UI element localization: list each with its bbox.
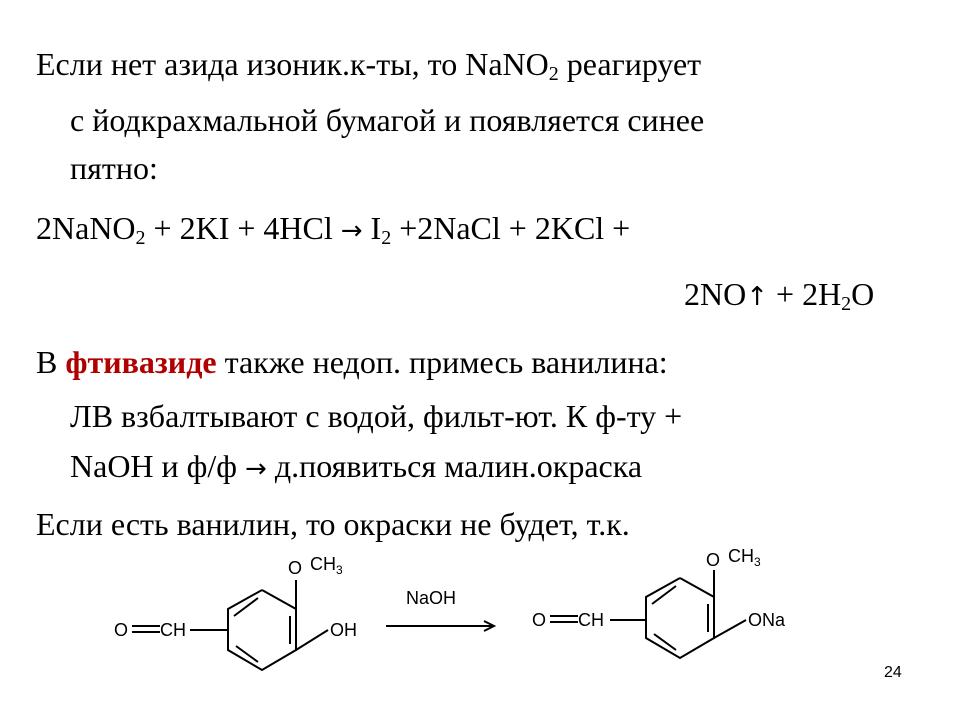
eq-sub-2: 2 [381,227,392,249]
p2-text-a: В [36,344,66,380]
oh-label: OH [330,620,357,640]
text-line-4 [36,342,668,382]
p2-text-b: также недоп. примесь ванилина: [216,344,668,380]
ring-double-bond-2 [234,598,258,616]
methoxy-o-label-right: O [706,550,721,570]
gas-arrow-icon: ↑ [746,282,769,312]
text-line-7: Если есть ванилин, то окраски не будет, т.к. [36,506,630,542]
benzene-ring-right [646,578,714,658]
bond-oh-ring [296,630,328,650]
eq-part-1: 2NaNO [36,210,136,246]
ring-double-bond-5 [652,586,676,604]
equation-line-2 [684,274,874,317]
eq-part-4: +2NaCl + 2KCl + [391,210,631,246]
page-number: 24 [884,664,902,681]
text-line-3: пятно: [70,150,158,186]
aldehyde-o-label: O [114,620,129,640]
reaction-arrow-icon: → [340,216,363,246]
eq-sub-3: 2 [841,293,852,315]
eq-part-3: I [362,210,382,246]
ring-double-bond-3 [236,646,258,662]
ch3-label-right: $CH_3$ [728,546,761,569]
arrow-icon: → [245,454,267,484]
reaction-arrow [386,588,494,631]
text-line-6 [70,446,642,489]
aldehyde-o-label-right: O [532,610,547,630]
p1-text-b: реагирует [558,46,702,82]
eq-part-6: + 2H [768,276,842,312]
ch-label: CH [160,620,186,640]
benzene-ring-left [228,590,296,670]
eq-part-7: O [851,276,875,312]
ona-label: ONa [748,610,786,630]
vanillin-structure [114,554,357,670]
ring-double-bond-6 [654,634,676,650]
text-line-5: ЛВ взбалтывают с водой, фильт-ют. К ф-ту + [70,398,683,434]
text-line-2: с йодкрахмальной бумагой и появляется синее [70,102,705,138]
vanillin-reaction-diagram [0,540,960,720]
reagent-label: NaOH [406,588,457,608]
p1-sub: 2 [548,63,559,85]
highlighted-term: фтивазиде [65,344,217,380]
equation-line-1 [36,208,630,251]
eq-part-5: 2NO [684,276,747,312]
bond-ona-ring [714,620,746,638]
vanillinate-structure [532,546,786,658]
text-line-1 [36,44,701,84]
ch-label-right: CH [578,610,604,630]
p2-line3-a: NaOH и ф/ф [70,448,246,484]
eq-part-2: + 2KI + 4HCl [145,210,341,246]
p2-line3-b: д.появиться малин.окраска [266,448,643,484]
p1-text-a: Если нет азида изоник.к-ты, то NaNO [36,46,549,82]
methoxy-o-label: O [288,558,303,578]
ch3-label: $CH_3$ [310,554,343,577]
eq-sub-1: 2 [135,227,146,249]
